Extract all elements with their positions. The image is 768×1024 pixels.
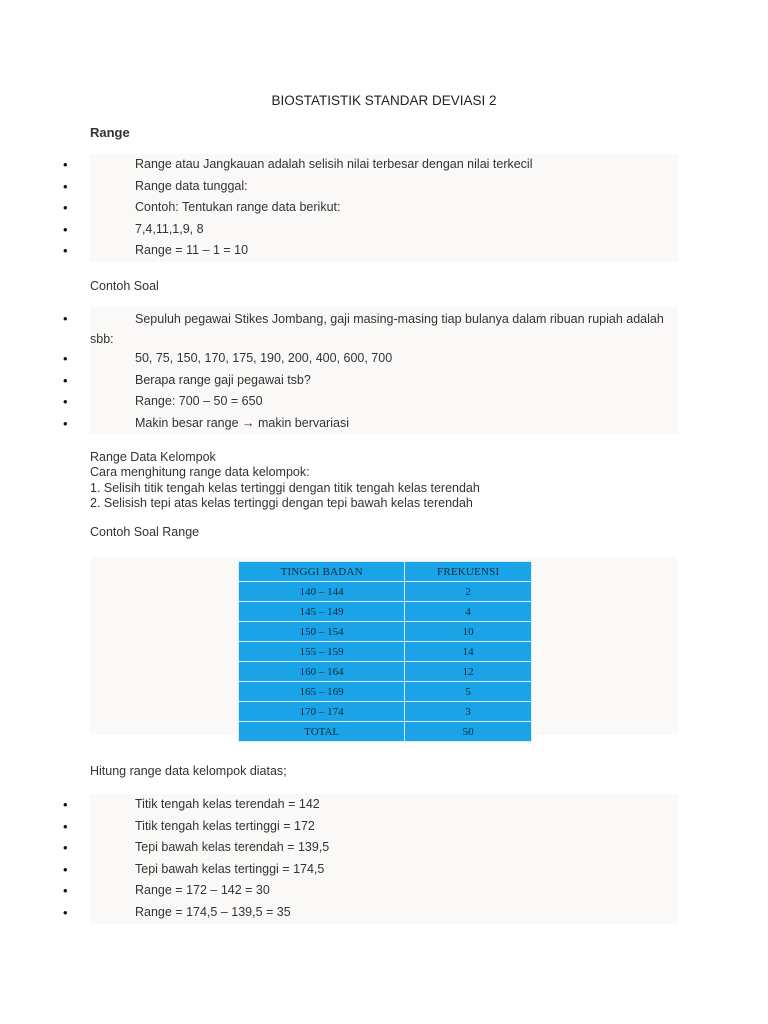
column-header-frekuensi: FREKUENSI bbox=[405, 562, 532, 582]
bullet-icon: • bbox=[63, 883, 68, 899]
class-interval-cell: 160 – 164 bbox=[239, 662, 405, 682]
table-row bbox=[239, 682, 532, 702]
table-header-row bbox=[239, 562, 532, 582]
table-row bbox=[239, 582, 532, 602]
document-title: BIOSTATISTIK STANDAR DEVIASI 2 bbox=[271, 93, 497, 108]
total-frequency-cell: 50 bbox=[405, 722, 532, 742]
bullet-icon: • bbox=[63, 861, 68, 877]
list-item: • Range atau Jangkauan adalah selisih nilai terbesar dengan nilai terkecil bbox=[90, 154, 678, 176]
range-definition-list bbox=[63, 154, 678, 262]
column-header-tinggi-badan: TINGGI BADAN bbox=[239, 562, 405, 582]
bullet-icon: • bbox=[63, 311, 68, 326]
total-label-cell: TOTAL bbox=[239, 722, 405, 742]
hitung-instruction: Hitung range data kelompok diatas; bbox=[90, 764, 287, 778]
range-kelompok-heading: Range Data Kelompok bbox=[90, 450, 216, 464]
table-row bbox=[239, 662, 532, 682]
class-interval-cell: 140 – 144 bbox=[239, 582, 405, 602]
class-interval-cell: 155 – 159 bbox=[239, 642, 405, 662]
list-item: • Range data tunggal: bbox=[90, 176, 678, 198]
list-item: • 7,4,11,1,9, 8 bbox=[90, 219, 678, 241]
list-item: • Range = 172 – 142 = 30 bbox=[90, 880, 678, 902]
range-kelompok-step-2: 2. Selisish tepi atas kelas tertinggi dengan tepi bawah kelas terendah bbox=[90, 496, 473, 511]
bullet-icon: • bbox=[63, 818, 68, 834]
bullet-icon: • bbox=[63, 394, 68, 410]
list-item: • Range = 11 – 1 = 10 bbox=[90, 240, 678, 262]
class-interval-cell: 145 – 149 bbox=[239, 602, 405, 622]
list-item: • Sepuluh pegawai Stikes Jombang, gaji masing-masing tiap bulanya dalam ribuan rupiah adalah sbb: bbox=[63, 311, 664, 346]
frequency-cell: 10 bbox=[405, 622, 532, 642]
list-item: • Makin besar range → makin bervariasi bbox=[90, 413, 678, 435]
list-item: • Range: 700 – 50 = 650 bbox=[90, 391, 678, 413]
frequency-cell: 2 bbox=[405, 582, 532, 602]
list-item: • Tepi bawah kelas terendah = 139,5 bbox=[90, 837, 678, 859]
contoh-soal-range-label: Contoh Soal Range bbox=[90, 525, 200, 539]
contoh-soal-label: Contoh Soal bbox=[90, 279, 159, 293]
range-kelompok-section bbox=[90, 450, 480, 512]
bullet-icon: • bbox=[63, 840, 68, 856]
frequency-cell: 4 bbox=[405, 602, 532, 622]
class-interval-cell: 165 – 169 bbox=[239, 682, 405, 702]
bullet-icon: • bbox=[63, 415, 68, 431]
bullet-icon: • bbox=[63, 372, 68, 388]
table-total-row bbox=[239, 722, 532, 742]
bullet-icon: • bbox=[63, 243, 68, 259]
bullet-icon: • bbox=[63, 904, 68, 920]
list-item: • Contoh: Tentukan range data berikut: bbox=[90, 197, 678, 219]
range-kelompok-intro: Cara menghitung range data kelompok: bbox=[90, 465, 310, 480]
range-kelompok-step-1: 1. Selisih titik tengah kelas tertinggi dengan titik tengah kelas terendah bbox=[90, 480, 480, 495]
calculation-list bbox=[63, 794, 678, 924]
frequency-table bbox=[238, 561, 532, 742]
list-item: • Titik tengah kelas terendah = 142 bbox=[90, 794, 678, 816]
list-item: • Titik tengah kelas tertinggi = 172 bbox=[90, 816, 678, 838]
bullet-icon: • bbox=[63, 157, 68, 172]
list-item: • 50, 75, 150, 170, 175, 190, 200, 400, 600, 700 bbox=[90, 348, 678, 370]
bullet-icon: • bbox=[63, 178, 68, 194]
class-interval-cell: 170 – 174 bbox=[239, 702, 405, 722]
class-interval-cell: 150 – 154 bbox=[239, 622, 405, 642]
list-item: • Range = 174,5 – 139,5 = 35 bbox=[90, 902, 678, 924]
table-row bbox=[239, 622, 532, 642]
frequency-cell: 14 bbox=[405, 642, 532, 662]
bullet-icon: • bbox=[63, 351, 68, 366]
list-item: • Berapa range gaji pegawai tsb? bbox=[90, 370, 678, 392]
table-row bbox=[239, 702, 532, 722]
range-heading: Range bbox=[90, 125, 130, 140]
salary-example-list bbox=[63, 307, 678, 434]
table-row bbox=[239, 642, 532, 662]
frequency-cell: 12 bbox=[405, 662, 532, 682]
bullet-icon: • bbox=[63, 221, 68, 237]
list-item: • Tepi bawah kelas tertinggi = 174,5 bbox=[90, 859, 678, 881]
frequency-cell: 3 bbox=[405, 702, 532, 722]
table-row bbox=[239, 602, 532, 622]
bullet-icon: • bbox=[63, 200, 68, 216]
frequency-cell: 5 bbox=[405, 682, 532, 702]
bullet-icon: • bbox=[63, 797, 68, 812]
